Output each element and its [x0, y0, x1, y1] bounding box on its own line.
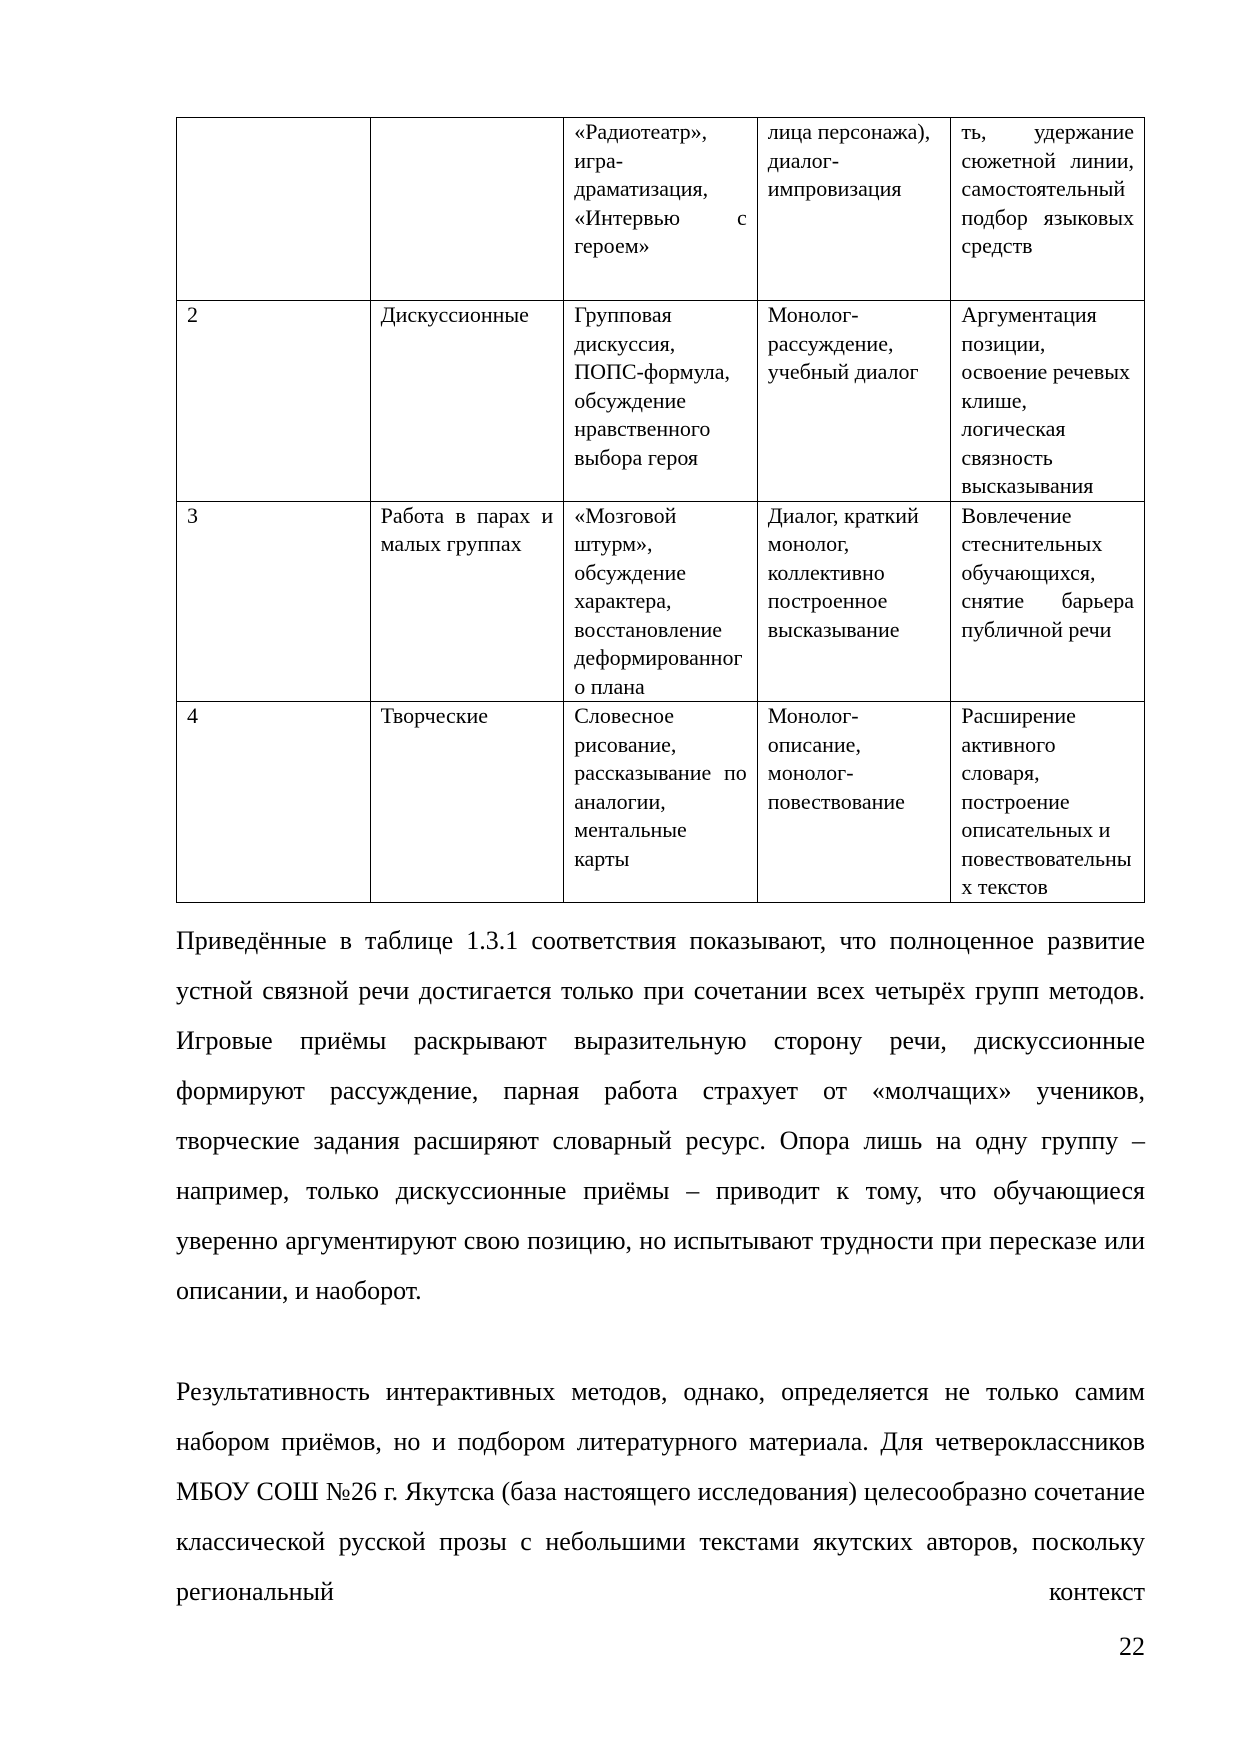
table-cell-number: 3 — [177, 501, 371, 702]
body-paragraph: Приведённые в таблице 1.3.1 соответствия показывают, что полноценное развитие устной связной речи достигается только при сочетании всех четырёх групп методов. Игровые приёмы раскрывают выразительную сторону речи, дискуссионные формируют рассуждение, парная работа страхует от «молчащих» учеников, творческие задания расширяют словарный ресурс. Опора лишь на одну группу – например, только дискуссионные приёмы – приводит к тому, что обучающиеся уверенно аргументируют свою позицию, но испытывают трудности при пересказе или описании, и наоборот. — [176, 926, 1145, 1305]
table-cell-speech-form: Монолог-описание, монолог-повествование — [757, 702, 951, 903]
table-cell-result: Вовлечение стеснительных обучающихся, снятие барьера публичной речи — [951, 501, 1145, 702]
table-cell-result: Аргументация позиции, освоение речевых клише, логическая связность высказывания — [951, 301, 1145, 502]
table-cell-speech-form: Диалог, краткий монолог, коллективно построенное высказывание — [757, 501, 951, 702]
table-cell-group: Дискуссионные — [370, 301, 564, 502]
body-paragraph: Результативность интерактивных методов, однако, определяется не только самим набором приёмов, но и подбором литературного материала. Для четвероклассников МБОУ СОШ №26 г. Якутска (база настоящего исследования) целесообразно сочетание классической русской прозы с небольшими текстами якутских авторов, поскольку региональный контекст — [176, 1377, 1145, 1606]
table-row — [177, 702, 1145, 903]
table-cell-speech-form: лица персонажа), диалог-импровизация — [757, 118, 951, 301]
table-row — [177, 301, 1145, 502]
table-cell-number — [177, 118, 371, 301]
table-cell-techniques: «Мозговой штурм», обсуждение характера, восстановление деформированного плана — [564, 501, 758, 702]
table-cell-techniques: «Радиотеатр», игра-драматизация, «Интервью с героем» — [564, 118, 758, 301]
table-cell-speech-form: Монолог-рассуждение, учебный диалог — [757, 301, 951, 502]
table-row — [177, 501, 1145, 702]
table-cell-group — [370, 118, 564, 301]
table-cell-group: Работа в парах и малых группах — [370, 501, 564, 702]
page-number: 22 — [1119, 1632, 1145, 1661]
table-cell-number: 4 — [177, 702, 371, 903]
table-cell-result: ть, удержание сюжетной линии, самостоятельный подбор языковых средств — [951, 118, 1145, 301]
table-cell-techniques: Словесное рисование, рассказывание по аналогии, ментальные карты — [564, 702, 758, 903]
table-cell-result: Расширение активного словаря, построение описательных и повествовательных текстов — [951, 702, 1145, 903]
table-cell-techniques: Групповая дискуссия, ПОПС-формула, обсуждение нравственного выбора героя — [564, 301, 758, 502]
methods-table — [176, 117, 1145, 903]
table-cell-number: 2 — [177, 301, 371, 502]
table-row — [177, 118, 1145, 301]
table-cell-group: Творческие — [370, 702, 564, 903]
